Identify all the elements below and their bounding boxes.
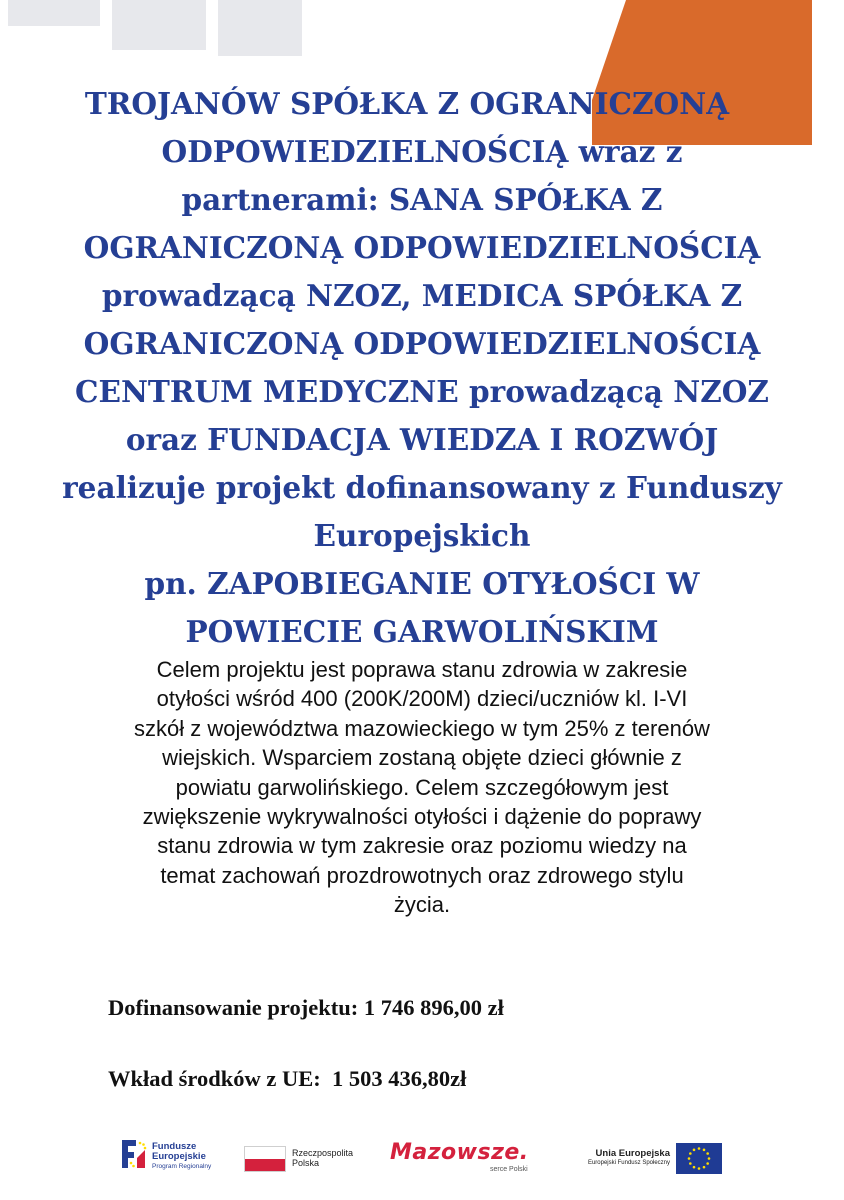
polska-flag-icon — [244, 1146, 286, 1172]
decor-bar — [8, 0, 100, 26]
description-line: życia. — [393, 892, 451, 918]
eu-star — [689, 1152, 692, 1155]
polska-label — [292, 1148, 353, 1168]
ue-line: Europejski Fundusz Społeczny — [587, 1160, 670, 1166]
title-line: OGRANICZONĄ ODPOWIEDZIELNOŚCIĄ — [83, 326, 761, 361]
ue-line: Unia Europejska — [595, 1148, 670, 1159]
funding-total: Dofinansowanie projektu: 1 746 896,00 zł — [108, 995, 504, 1020]
description-line: stanu zdrowia w tym zakresie oraz poziomu wiedzy na — [157, 833, 687, 859]
eu-star — [693, 1166, 696, 1169]
title-line: partnerami: SANA SPÓŁKA Z — [181, 182, 663, 217]
project-title — [20, 80, 824, 656]
fundusze-line: Europejskie — [152, 1151, 206, 1162]
eu-star — [689, 1162, 692, 1165]
title-line: oraz FUNDACJA WIEDZA I ROZWÓJ — [125, 422, 719, 457]
title-line: OGRANICZONĄ ODPOWIEDZIELNOŚCIĄ — [83, 230, 761, 265]
title-line: prowadzącą NZOZ, MEDICA SPÓŁKA Z — [101, 278, 743, 313]
funding-eu-contribution: Wkład środków z UE: 1 503 436,80zł — [108, 1066, 467, 1091]
mazowsze-logo: Mazowsze. — [390, 1140, 529, 1165]
description-line: powiatu garwolińskiego. Celem szczegółowym jest — [175, 774, 669, 800]
fundusze-line: Program Regionalny — [152, 1163, 212, 1170]
eu-star — [698, 1147, 701, 1150]
title-line: ODPOWIEDZIELNOŚCIĄ wraz z — [161, 134, 683, 169]
fundusze-europejskie-icon — [118, 1138, 148, 1170]
description-line: szkół z województwa mazowieckiego w tym 25% z terenów — [134, 715, 710, 741]
eu-star — [706, 1162, 709, 1165]
eu-star — [693, 1149, 696, 1152]
description-line: wiejskich. Wsparciem zostaną objęte dzieci głównie z — [162, 745, 682, 771]
decor-bar — [112, 0, 206, 50]
description-line: otyłości wśród 400 (200K/200M) dzieci/uczniów kl. I-VI — [156, 686, 688, 712]
title-line: CENTRUM MEDYCZNE prowadzącą NZOZ — [75, 374, 769, 409]
eu-star — [698, 1167, 701, 1170]
ue-label — [570, 1148, 670, 1167]
title-line: Europejskich — [313, 518, 531, 553]
title-line: realizuje projekt dofinansowany z Funduszy — [62, 470, 782, 505]
polska-line: Rzeczpospolita — [292, 1148, 354, 1158]
fundusze-europejskie-label — [152, 1142, 211, 1172]
mazowsze-tagline: serce Polski — [490, 1166, 528, 1173]
logo-bar — [0, 1132, 844, 1184]
project-description — [30, 655, 814, 920]
polska-line: Polska — [292, 1158, 320, 1168]
description-line: temat zachowań prozdrowotnych oraz zdrowego stylu — [160, 862, 684, 888]
eu-star — [708, 1157, 711, 1160]
eu-star — [688, 1157, 691, 1160]
title-line: POWIECIE GARWOLIŃSKIM — [185, 614, 659, 649]
title-line: TROJANÓW SPÓŁKA Z OGRANICZONĄ — [84, 86, 730, 121]
eu-star — [703, 1166, 706, 1169]
eu-star — [706, 1152, 709, 1155]
description-line: Celem projektu jest poprawa stanu zdrowia w zakresie — [156, 657, 688, 682]
decor-bar — [218, 0, 302, 56]
title-line: pn. ZAPOBIEGANIE OTYŁOŚCI W — [144, 566, 700, 601]
eu-flag-icon — [676, 1143, 722, 1174]
fundusze-line: Fundusze — [152, 1141, 197, 1152]
eu-star — [703, 1149, 706, 1152]
description-line: zwiększenie wykrywalności otyłości i dążenie do poprawy — [142, 804, 702, 830]
